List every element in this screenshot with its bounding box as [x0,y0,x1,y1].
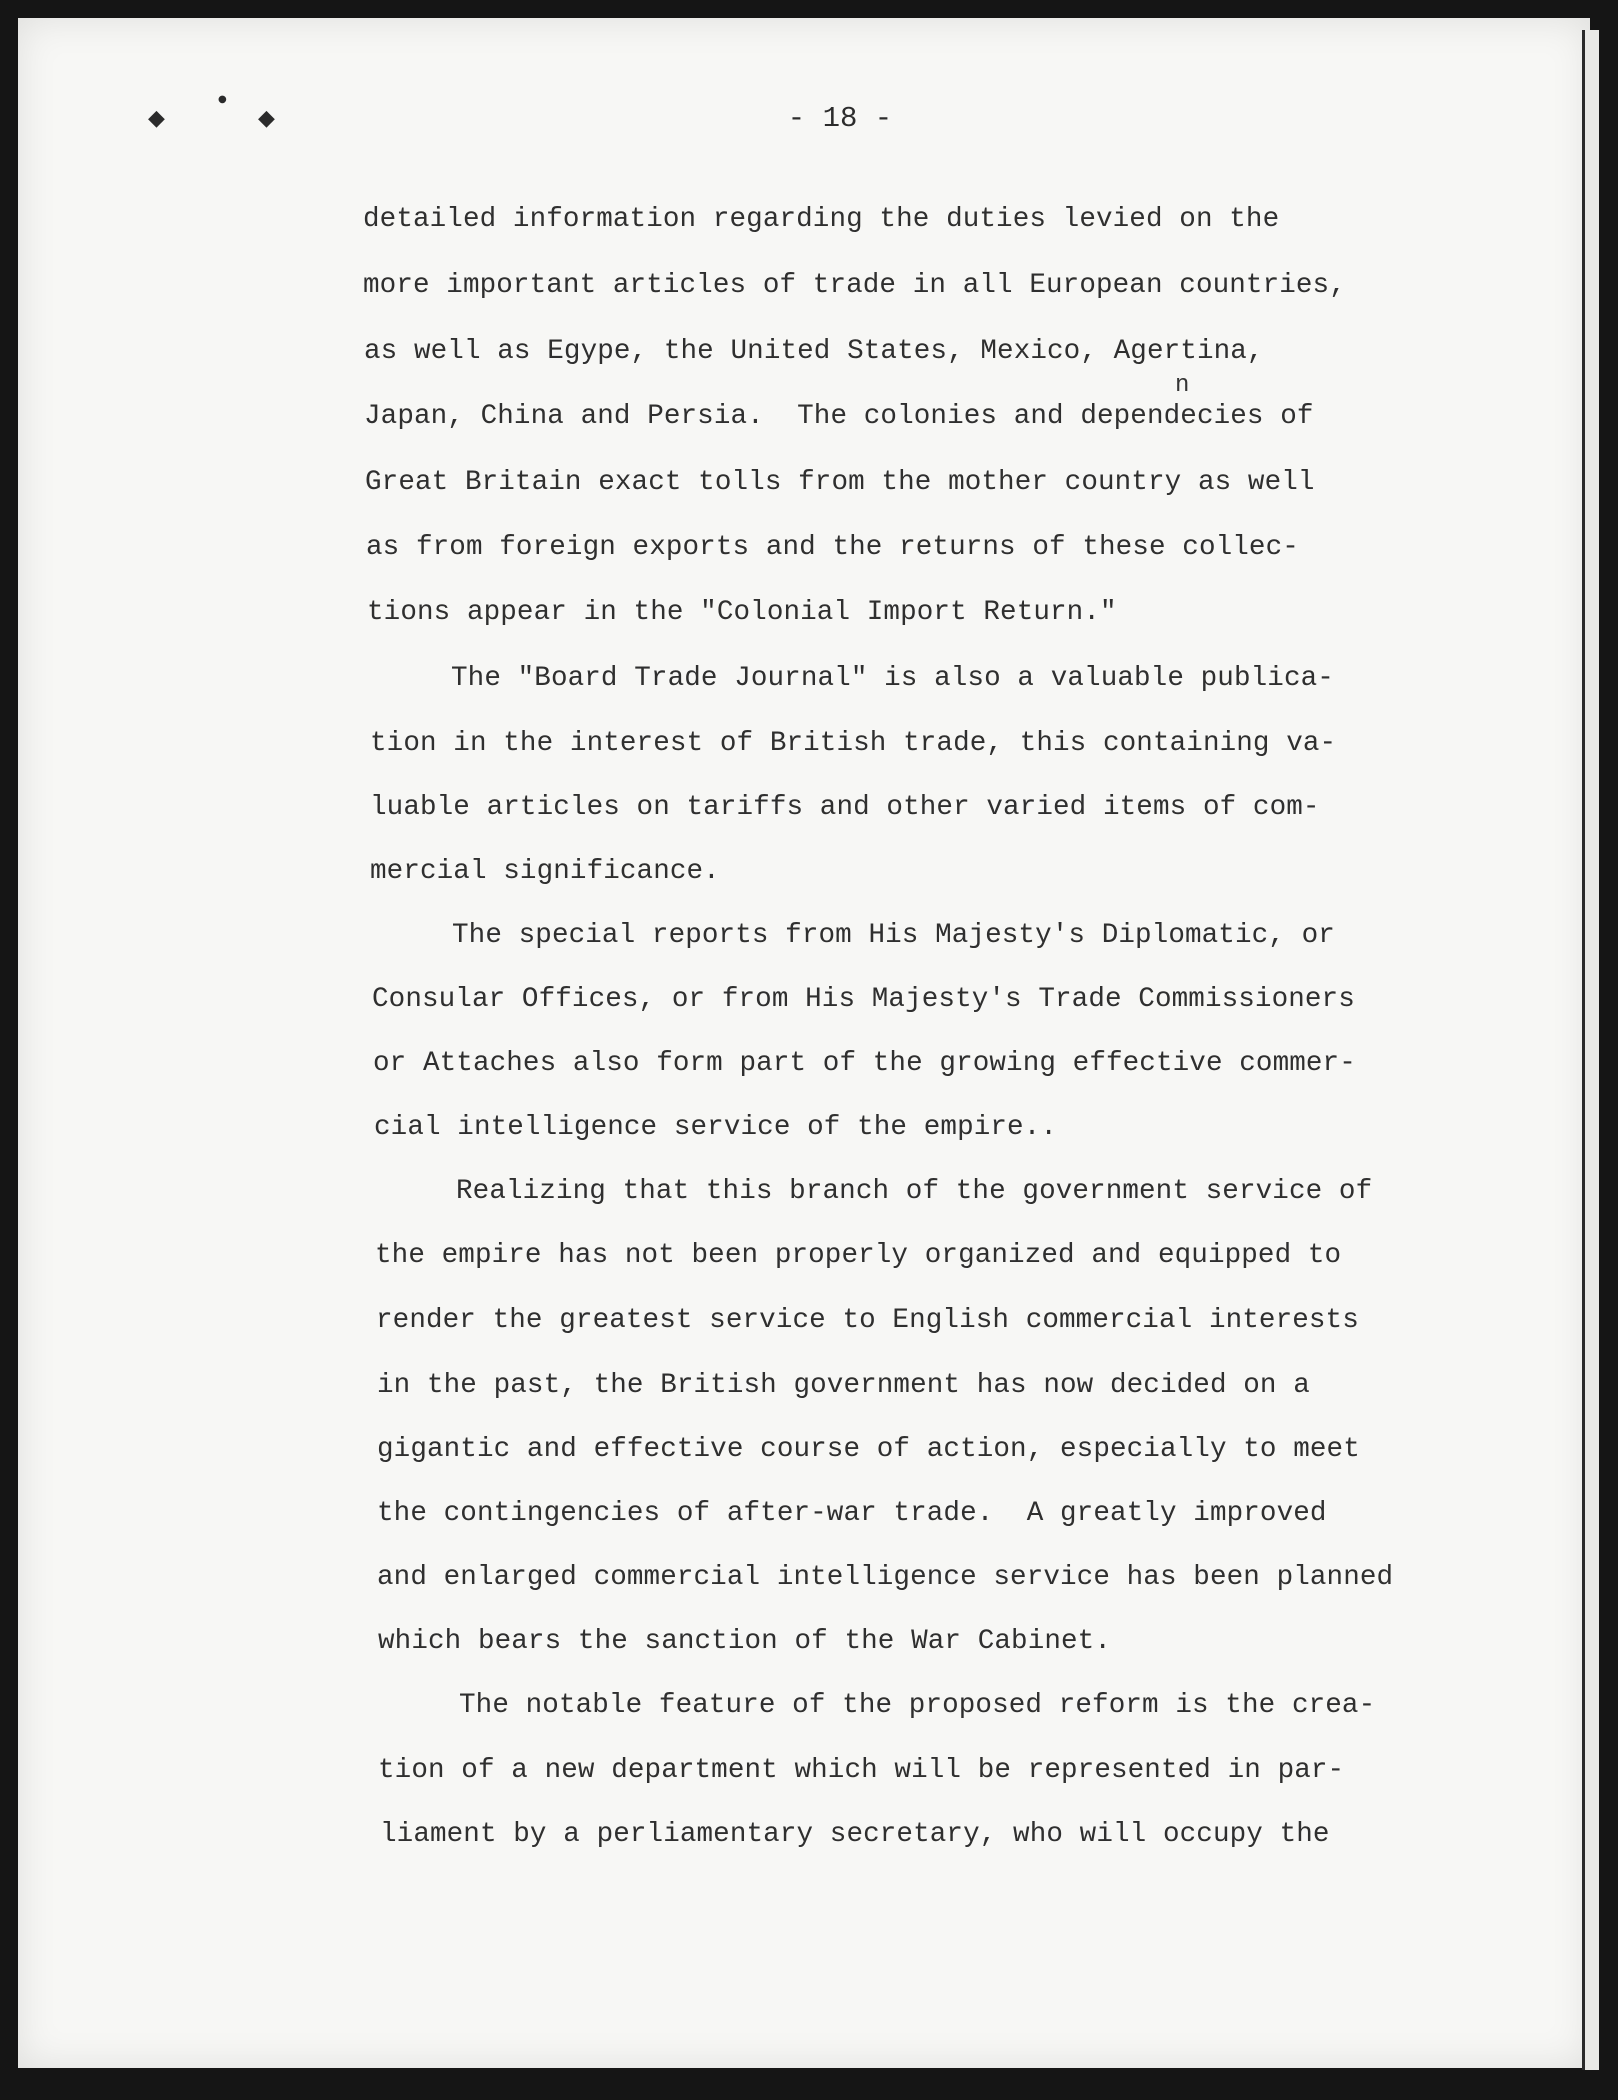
text-line: tion of a new department which will be represented in par- [378,1755,1345,1786]
text-line: or Attaches also form part of the growing effective commer- [373,1048,1356,1079]
handwritten-insertion: n [1175,372,1190,399]
punch-hole-mark: ◆ [258,106,275,131]
text-line: and enlarged commercial intelligence service has been planned [377,1562,1394,1593]
text-line: gigantic and effective course of action, especially to meet [377,1434,1360,1465]
text-line: luable articles on tariffs and other varied items of com- [370,792,1320,823]
text-line: in the past, the British government has now decided on a [377,1370,1310,1401]
text-line: liament by a perliamentary secretary, who will occupy the [380,1819,1330,1850]
text-line: Great Britain exact tolls from the mother country as well [365,467,1315,498]
text-line: render the greatest service to English commercial interests [376,1305,1359,1336]
page-edge [1582,30,1599,2070]
text-line: Realizing that this branch of the government service of [456,1176,1373,1207]
text-line: The notable feature of the proposed reform is the crea- [459,1690,1376,1721]
page-number: - 18 - [787,102,893,135]
text-line: Japan, China and Persia. The colonies and dependecies of [364,401,1314,432]
text-line: The special reports from His Majesty's Diplomatic, or [452,920,1335,951]
text-line: The "Board Trade Journal" is also a valuable publica- [451,663,1334,694]
text-line: Consular Offices, or from His Majesty's Trade Commissioners [372,984,1355,1015]
text-line: tions appear in the "Colonial Import Return." [367,597,1117,628]
punch-hole-mark: ● [218,94,227,105]
text-line: more important articles of trade in all European countries, [363,270,1346,301]
text-line: the empire has not been properly organized and equipped to [375,1240,1342,1271]
text-line: as well as Egype, the United States, Mexico, Agertina, [364,336,1264,367]
text-line: as from foreign exports and the returns of these collec- [366,532,1299,563]
text-line: detailed information regarding the duties levied on the [363,204,1280,235]
text-line: cial intelligence service of the empire.. [374,1112,1058,1143]
text-line: which bears the sanction of the War Cabinet. [378,1626,1111,1657]
text-line: the contingencies of after-war trade. A greatly improved [377,1498,1327,1529]
punch-hole-mark: ◆ [148,106,165,131]
text-line: mercial significance. [370,856,720,887]
text-line: tion in the interest of British trade, this containing va- [370,728,1337,759]
